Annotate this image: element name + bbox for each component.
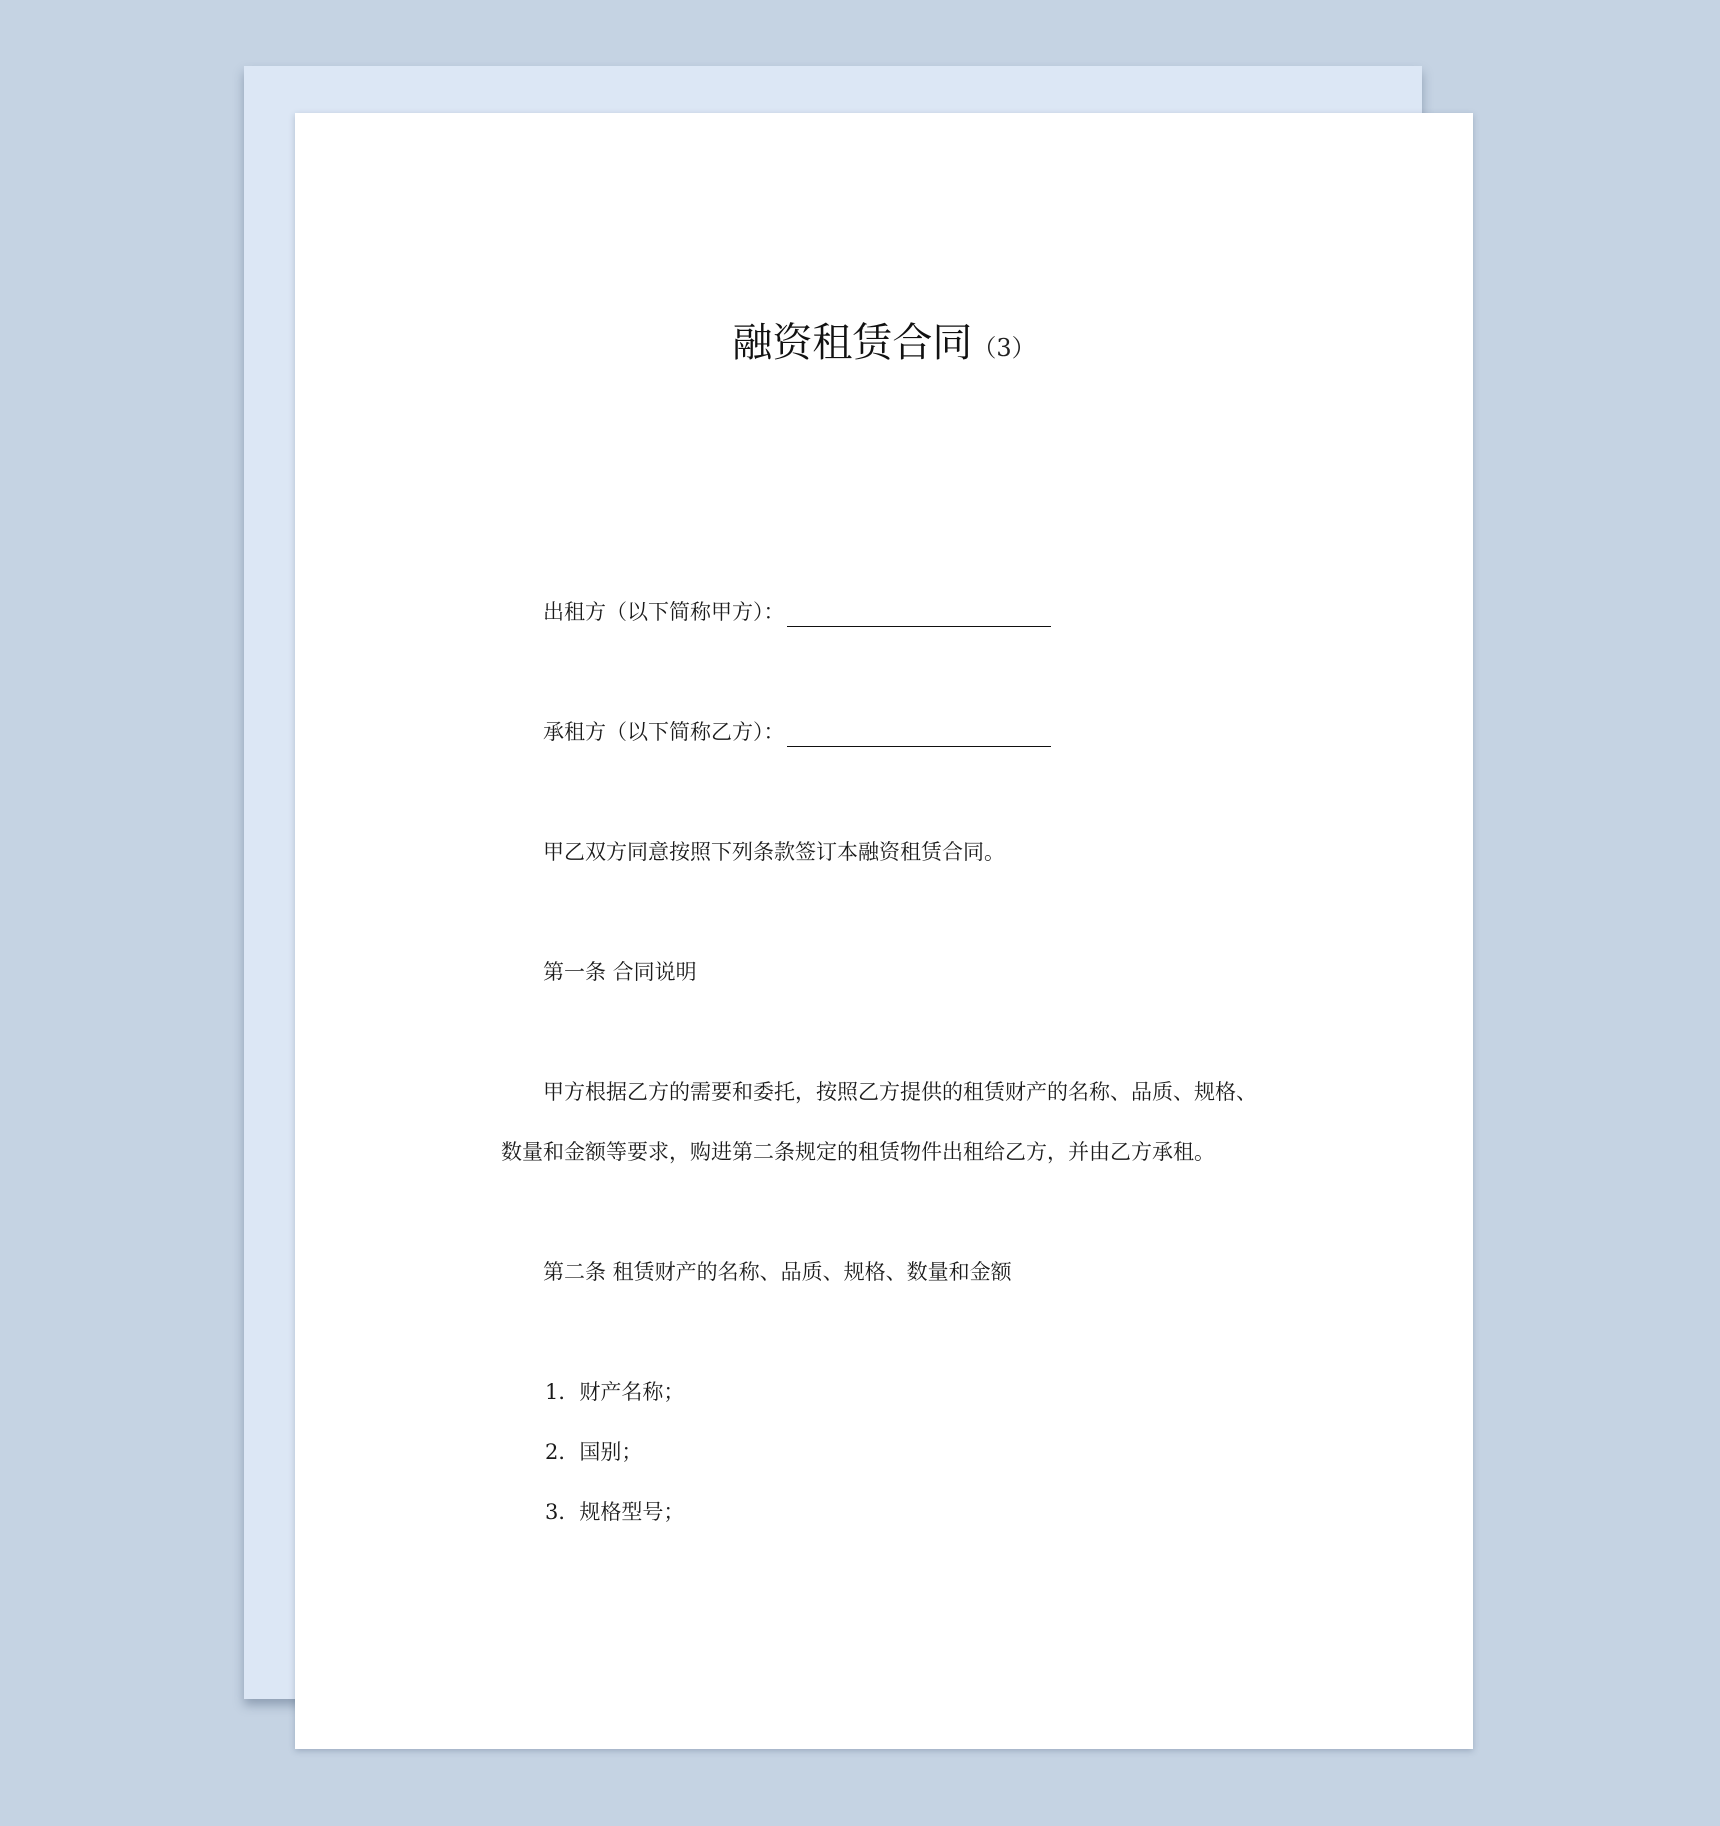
list-item: 1．财产名称； [545, 1380, 685, 1404]
agreement-paragraph: 甲乙双方同意按照下列条款签订本融资租赁合同。 [543, 840, 1005, 864]
lessee-line [543, 717, 1051, 747]
document-title [295, 311, 1473, 368]
article2-heading: 第二条 租赁财产的名称、品质、规格、数量和金额 [543, 1260, 1012, 1284]
lessor-blank [787, 604, 1051, 627]
article1-heading: 第一条 合同说明 [543, 960, 697, 984]
lessor-line [543, 597, 1051, 627]
article1-text-line2: 数量和金额等要求，购进第二条规定的租赁物件出租给乙方，并由乙方承租。 [501, 1140, 1215, 1164]
lessee-blank [787, 724, 1051, 747]
title-main: 融资租赁合同 [732, 320, 973, 366]
lessee-label: 承租方（以下简称乙方）： [543, 720, 785, 744]
article1-text-line1: 甲方根据乙方的需要和委托，按照乙方提供的租赁财产的名称、品质、规格、 [543, 1080, 1257, 1104]
lessor-label: 出租方（以下简称甲方）： [543, 600, 785, 624]
list-item: 2．国别； [545, 1440, 643, 1464]
list-item: 3．规格型号； [545, 1500, 685, 1524]
document-page [295, 113, 1473, 1749]
title-suffix: （3） [972, 334, 1036, 362]
